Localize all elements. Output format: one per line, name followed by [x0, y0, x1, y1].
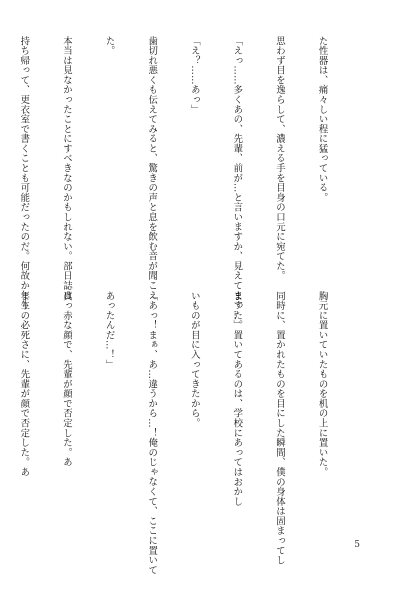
text-line: いものが目に入ってきたから。 [188, 291, 200, 429]
text-line: 胸元に置いていたものを机の上に置いた。 [316, 291, 328, 478]
text-line: 真っ赤な顔で、先輩が顔で否定した。あ [60, 291, 72, 468]
text-line: た性器は、痛々しい程に猛っている。 [316, 36, 328, 203]
text-line: 同時に、置かれたものを目にした瞬間、僕の身体は固まってし [273, 291, 285, 566]
text-line: 歯切れ悪くも伝えてみると、驚きの声と息を飲む音が聞こえ [146, 36, 158, 301]
text-line: 「えっ……多くあの、先輩、前が…と言いますか、見えてます…」 [231, 36, 243, 330]
text-line: まりの必死さに、先輩が顔で否定した。あ [18, 291, 30, 478]
lower-text-column [18, 291, 357, 575]
text-line: あったんだ…！」 [103, 291, 115, 370]
upper-text-column [18, 36, 357, 330]
text-line: た。 [103, 36, 115, 56]
text-line: 「あっ！まぁ、あ…違うから…！俺のじゃなくて、ここに置いて [146, 291, 158, 575]
text-line: 思わず目を逸らして、濃える手を目身の口元に宛てた。 [273, 36, 285, 281]
text-line: 本当は見なかったことにすべきなのかもしれない。部日誌は [60, 36, 72, 301]
page-number: 5 [354, 540, 360, 550]
text-line: まった。置いてあるのは、学校にあってはおかし [231, 291, 243, 507]
text-line: 「え？……あっ」 [188, 36, 200, 115]
text-line: 持ち帰って、更衣室で書くことも可能だったのだ。何故か年生 [18, 36, 30, 311]
